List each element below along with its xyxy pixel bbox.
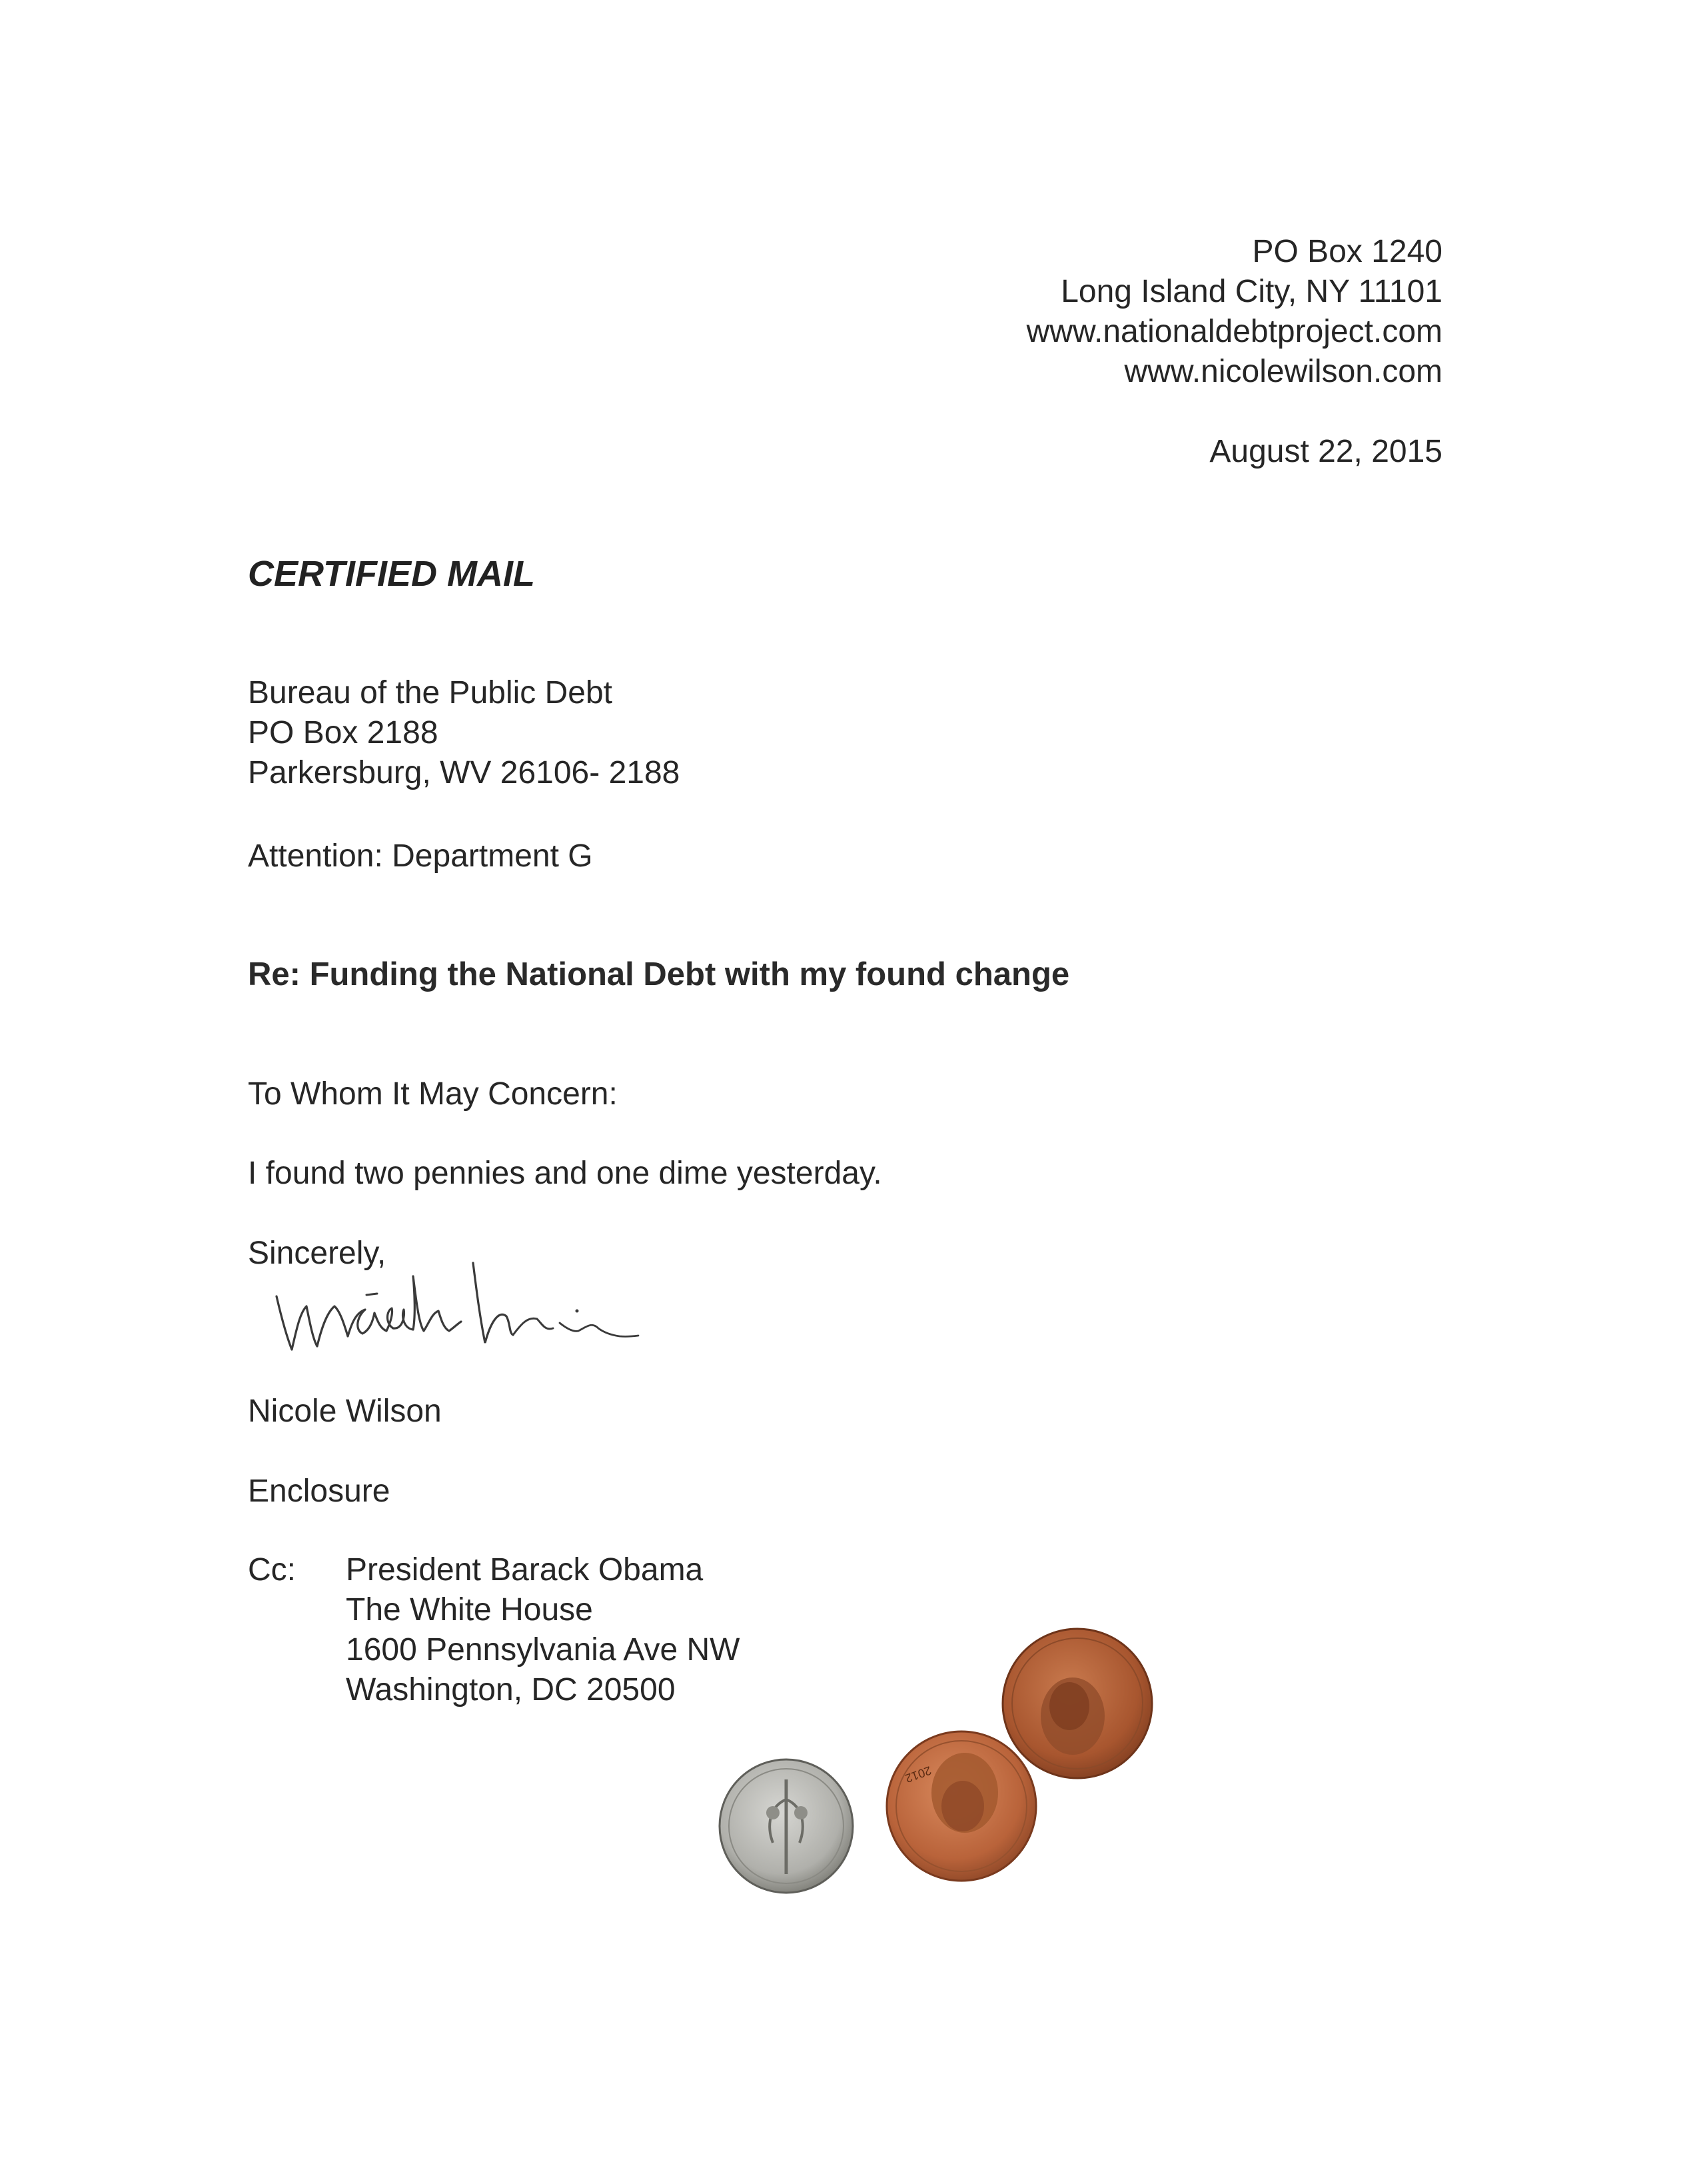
recipient-name: Bureau of the Public Debt: [248, 675, 613, 710]
handwritten-signature: [273, 1250, 646, 1363]
recipient-address-block: [248, 673, 680, 793]
recipient-address-line2: Parkersburg, WV 26106- 2188: [248, 755, 680, 790]
letter-date: August 22, 2015: [1209, 434, 1442, 469]
penny-coin-right: [1003, 1629, 1152, 1778]
sender-website1: www.nationaldebtproject.com: [1026, 314, 1442, 349]
attention-line: Attention: Department G: [248, 838, 593, 874]
sender-address-line2: Long Island City, NY 11101: [1061, 274, 1442, 309]
salutation: To Whom It May Concern:: [248, 1076, 618, 1112]
cc-address-block: [346, 1550, 740, 1710]
signer-name: Nicole Wilson: [248, 1394, 442, 1429]
subject-line: Re: Funding the National Debt with my found change: [248, 956, 1070, 992]
certified-mail-heading: CERTIFIED MAIL: [248, 554, 535, 594]
sender-address-line1: PO Box 1240: [1252, 234, 1442, 269]
enclosed-coins: [700, 1613, 1166, 1906]
cc-label: Cc:: [248, 1552, 296, 1588]
penny-year-text: 2012: [903, 1763, 933, 1785]
dime-coin: [720, 1759, 853, 1893]
letter-body: I found two pennies and one dime yesterday.: [248, 1156, 882, 1191]
penny-coin-middle: [887, 1731, 1036, 1881]
cc-address-line1: 1600 Pennsylvania Ave NW: [346, 1632, 740, 1667]
sender-address-block: [843, 232, 1442, 392]
closing: Sincerely,: [248, 1236, 386, 1271]
enclosure-note: Enclosure: [248, 1474, 390, 1509]
sender-website2: www.nicolewilson.com: [1124, 354, 1442, 389]
cc-org: The White House: [346, 1592, 593, 1628]
cc-address-line2: Washington, DC 20500: [346, 1672, 676, 1707]
cc-name: President Barack Obama: [346, 1552, 704, 1588]
recipient-address-line1: PO Box 2188: [248, 715, 438, 750]
